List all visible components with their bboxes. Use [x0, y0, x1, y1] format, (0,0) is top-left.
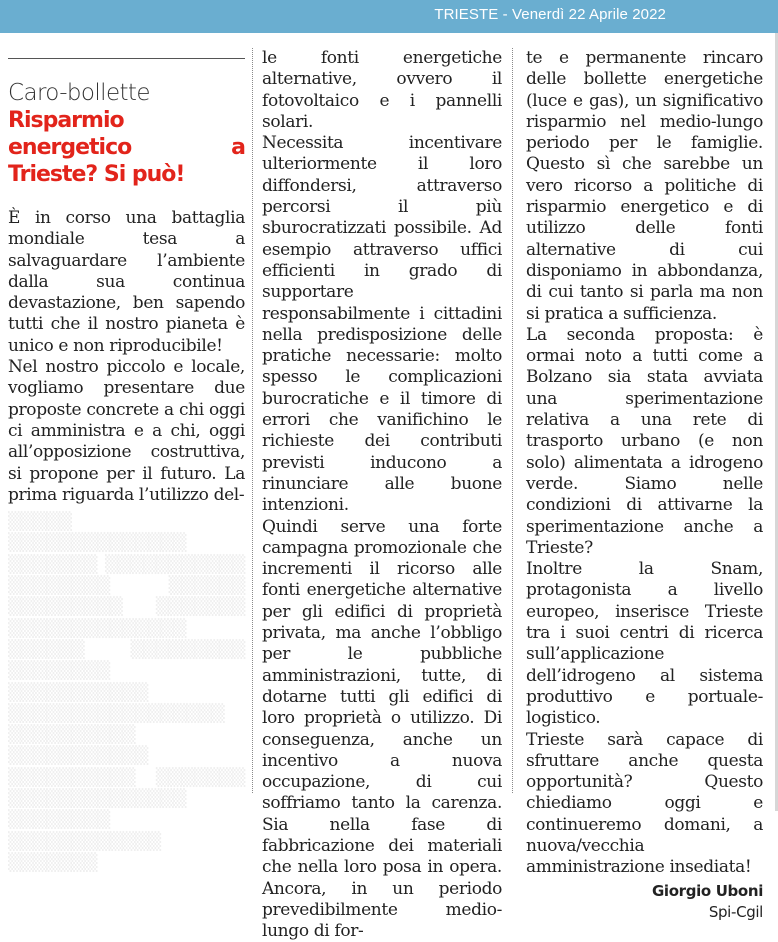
paragraph: Quindi serve una forte campagna promozionale che incrementi il ricorso alle fonti energetiche alternative per gli edifici di proprietà privata, ma anche l’obbligo per le pubbliche amministrazioni, tutte, di dotarne tutti gli edifici di loro proprietà o utilizzo. Di conseguenza, anche un incentivo a nuova occupazione, di cui soffriamo tanto la carenza. Sia nella fase di fabbricazione dei materiali che nella loro posa in opera. Ancora, in un periodo prevedibilmente medio-lungo di for- — [262, 516, 502, 942]
paragraph: Nel nostro piccolo e locale, vogliamo presentare due proposte concrete a chi oggi ci amministra e a chi, oggi all’opposizione costruttiva, si propone per il futuro. La prima riguarda l’utilizzo del- — [8, 357, 245, 505]
article-headline: Risparmio energetico a Trieste? Si può! — [8, 108, 245, 187]
paragraph: le fonti energetiche alternative, ovvero il fotovoltaico e i pannelli solari. — [262, 48, 502, 132]
paragraph: È in corso una battaglia mondiale tesa a salvaguardare l’ambiente dalla sua continua devastazione, ben sapendo tutti che il nostro pianeta è unico e non riproducibile! — [8, 208, 245, 356]
paragraph: te e permanente rincaro delle bollette energetiche (luce e gas), un significativo risparmio nel medio-lungo periodo per le famiglie. Questo sì che sarebbe un vero ricorso a politiche di risparmio energetico e di utilizzo delle fonti alternative di cui disponiamo in abbondanza, di cui tanto si parla ma non si pratica a sufficienza. — [526, 48, 763, 324]
page-header-bar — [0, 0, 778, 33]
author-signature: Giorgio Uboni — [651, 881, 763, 900]
paragraph: Inoltre la Snam, protagonista a livello europeo, inserisce Trieste tra i suoi centri di ricerca sull’applicazione dell’idrogeno al sistema produttivo e portuale-logistico. — [526, 559, 763, 729]
paragraph: Trieste sarà capace di sfruttare anche questa opportunità? Questo chiediamo oggi e continueremo domani, a nuova/vecchia amministrazione insediata! — [526, 729, 763, 878]
article-column-3 — [526, 48, 763, 923]
author-affiliation: Spi-Cgil — [708, 902, 763, 921]
article-column-2 — [262, 48, 502, 942]
paragraph: Necessita incentivare ulteriormente il loro diffondersi, attraverso percorsi il più sburocratizzati possibile. Ad esempio attraverso uffici efficienti in grado di supportare responsabilmente i cittadini nella predisposizione delle pratiche necessarie: molto spesso le complicazioni burocratiche e il timore di errori che vanifichino le richieste dei contributi previsti inducono a rinunciare alle buone intenzioni. — [262, 133, 502, 516]
column-divider — [252, 48, 253, 793]
article-column-1 — [8, 57, 245, 874]
show-through-text: ▒▒▒▒▒ ▒▒▒▒▒▒▒▒▒▒▒▒▒▒ ▒▒▒▒▒▒▒ ▒▒▒▒▒▒▒▒▒▒▒ ▒▒▒▒▒▒▒▒ ▒▒▒▒▒▒ ▒▒▒▒▒▒▒▒▒ ▒▒▒▒▒▒▒ ▒▒▒▒▒▒▒▒▒▒▒▒▒▒ ▒▒▒▒▒▒ ▒▒▒▒▒▒▒▒▒ ▒▒▒▒▒▒▒▒ ▒▒▒▒▒▒▒▒▒▒▒ ▒▒▒▒▒▒▒▒▒▒▒▒▒▒▒▒▒ ▒▒▒▒▒▒▒▒▒▒ ▒▒▒▒▒▒▒▒▒▒▒ ▒▒▒▒▒▒▒▒▒▒ ▒▒▒▒▒▒▒ ▒▒▒▒▒▒▒▒▒▒▒▒▒▒ ▒▒▒▒▒▒▒▒ ▒▒▒▒▒▒▒▒▒▒▒▒ ▒▒▒▒▒▒▒ — [8, 512, 245, 873]
column-divider — [512, 48, 513, 793]
article-kicker: Caro-bollette — [8, 80, 150, 106]
page-header-dateline: TRIESTE - Venerdì 22 Aprile 2022 — [434, 6, 666, 23]
paragraph: La seconda proposta: è ormai noto a tutti come a Bolzano sia stata avviata una sperimentazione relativa a una rete di trasporto urbano (e non solo) alimentata a idrogeno verde. Siamo nelle condizioni di attivarne la sperimentazione anche a Trieste? — [526, 324, 763, 558]
